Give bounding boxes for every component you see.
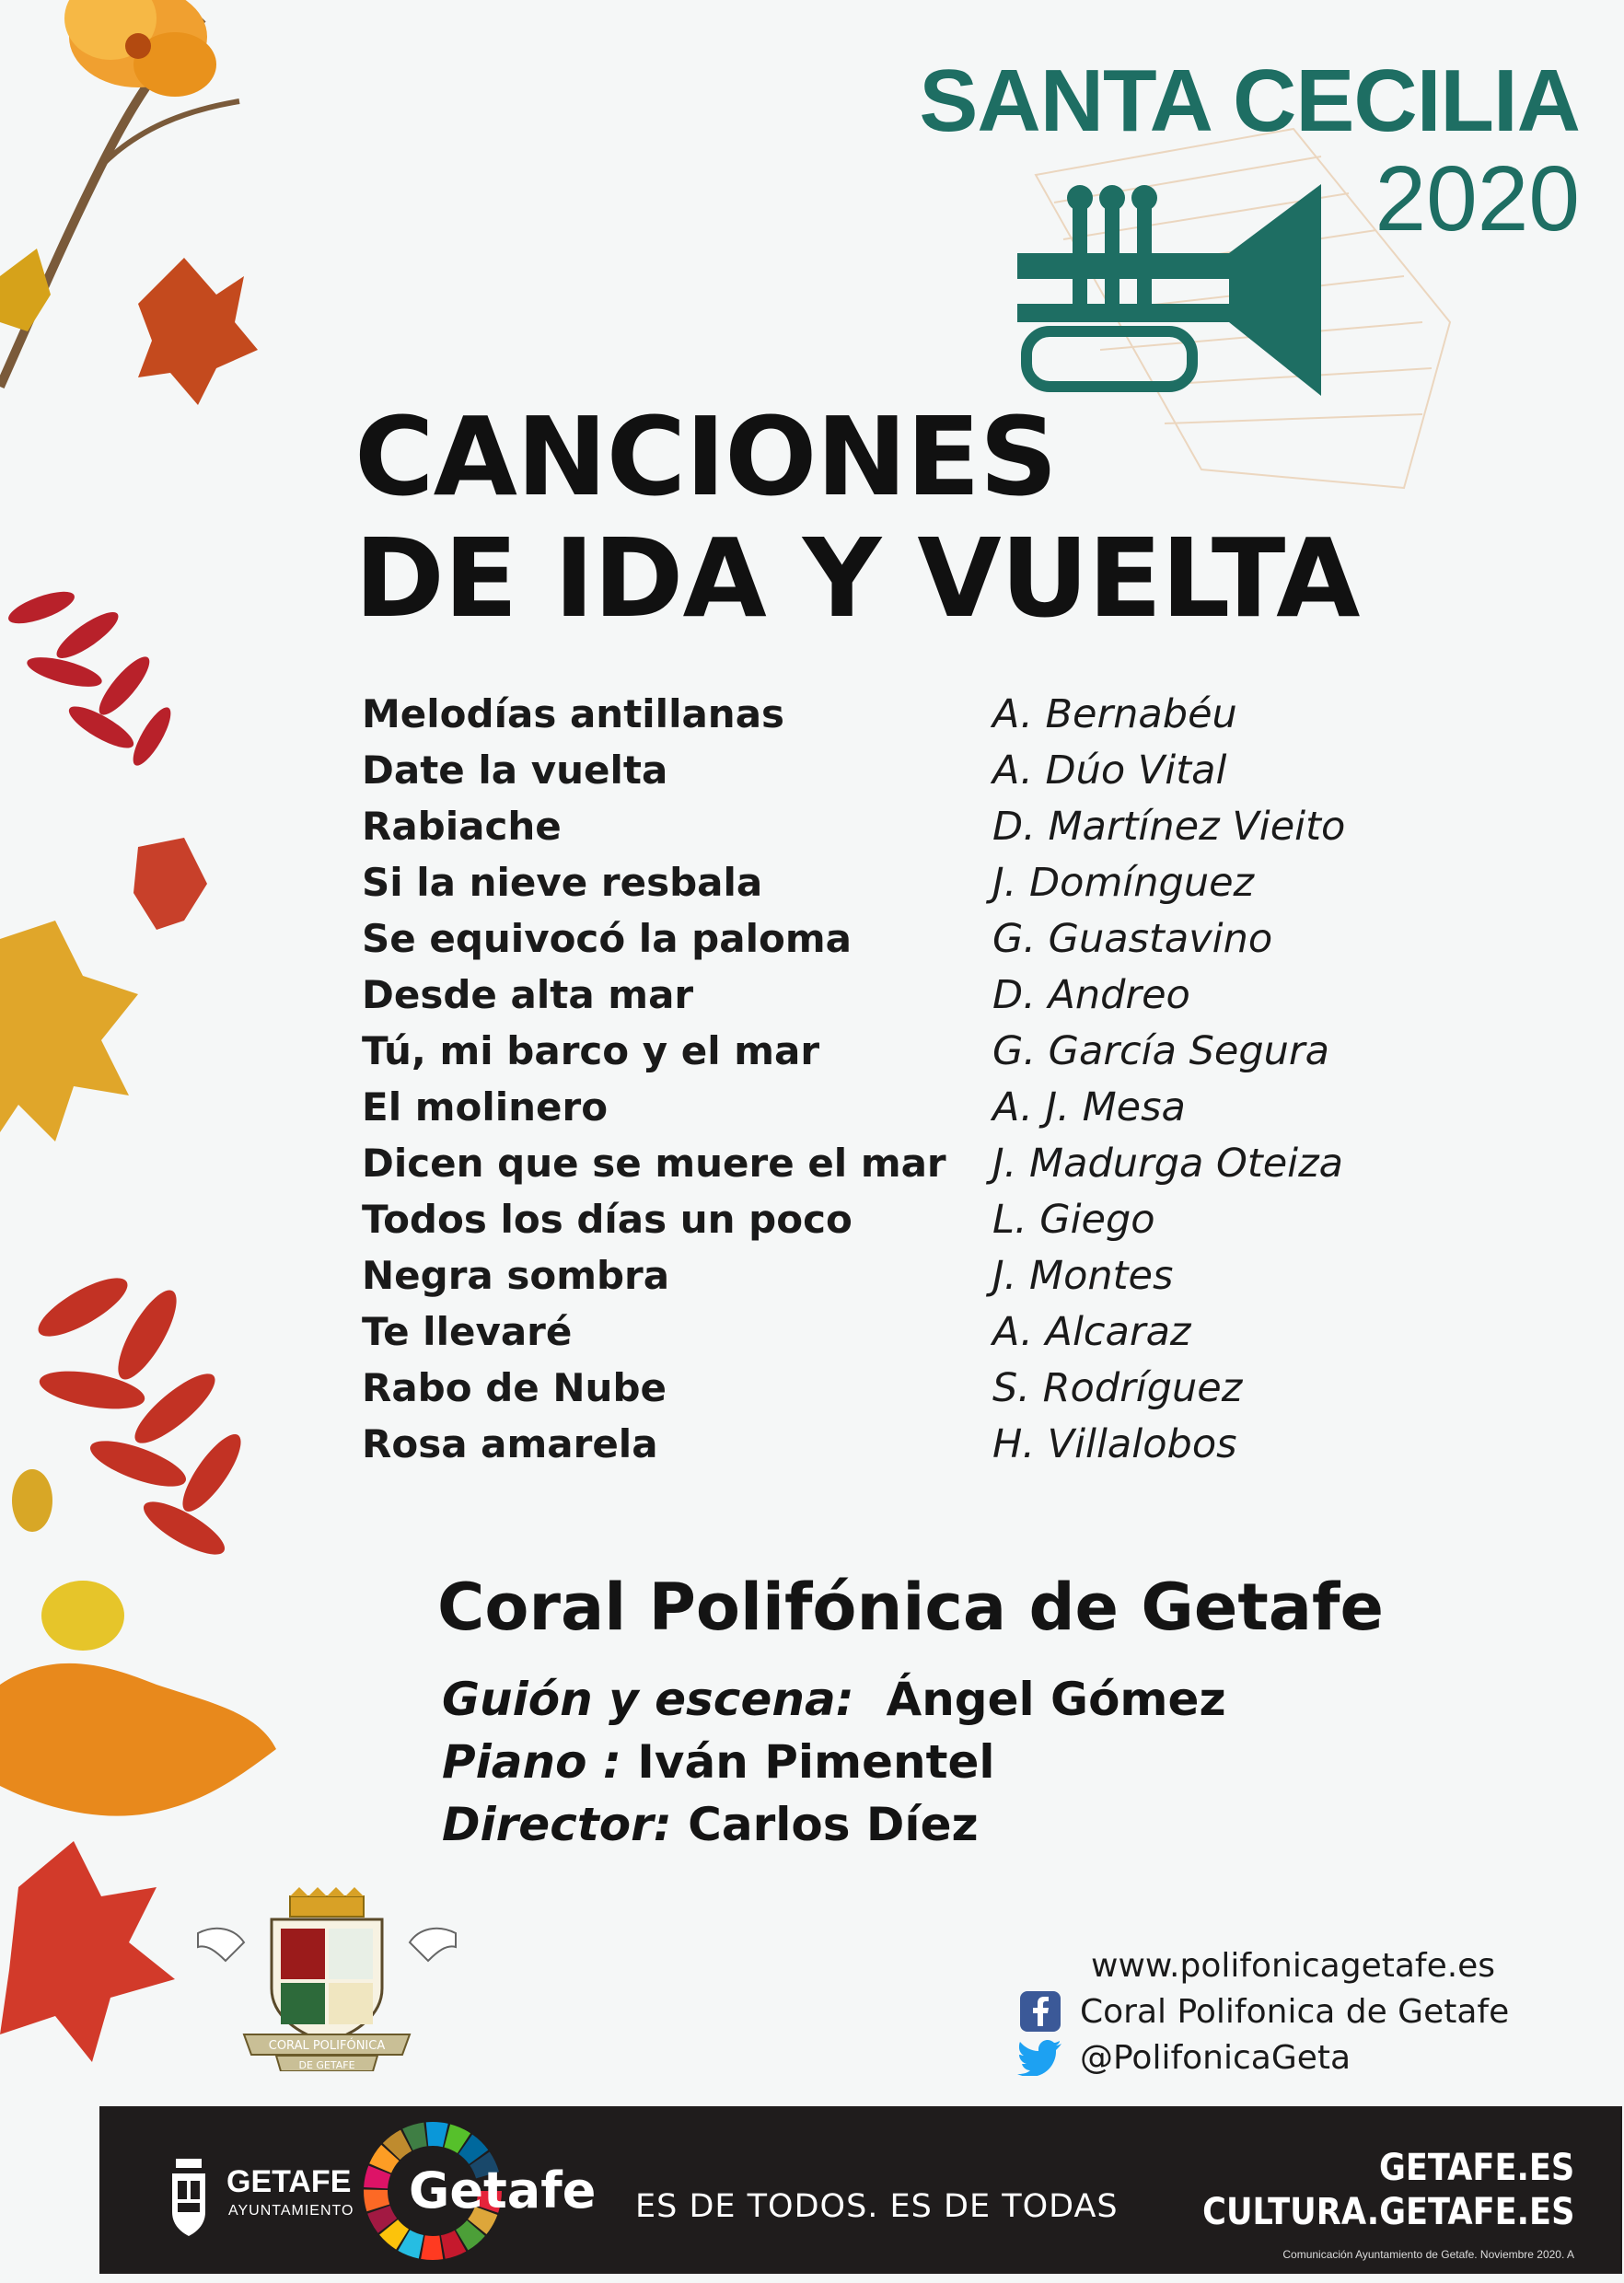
- logo-text-line1: CORAL POLIFÓNICA: [268, 2039, 386, 2053]
- credit-label: Director:: [442, 1798, 672, 1851]
- composer: G. Guastavino: [992, 915, 1273, 962]
- composer: J. Madurga Oteiza: [992, 1140, 1344, 1187]
- twitter-icon: [1017, 2037, 1063, 2078]
- city-subtitle: AYUNTAMIENTO: [228, 2203, 354, 2219]
- coral-polifonica-logo: [189, 1887, 465, 2071]
- song-title: Date la vuelta: [362, 747, 668, 793]
- facebook-icon: [1017, 1991, 1063, 2032]
- song-title: El molinero: [362, 1084, 609, 1130]
- city-name: GETAFE: [226, 2164, 352, 2199]
- list-item: [362, 1191, 1467, 1247]
- program-list: [362, 686, 1467, 1472]
- song-title: Rabiache: [362, 804, 562, 849]
- list-item: [362, 1135, 1467, 1191]
- composer: G. García Segura: [992, 1027, 1329, 1074]
- composer: H. Villalobos: [992, 1420, 1237, 1467]
- website-link[interactable]: www.polifonicagetafe.es: [1091, 1946, 1496, 1985]
- autumn-leaves-decoration: [0, 0, 331, 2099]
- list-item: [362, 854, 1467, 910]
- composer: A. Dúo Vital: [992, 747, 1227, 794]
- song-title: Desde alta mar: [362, 972, 694, 1017]
- footer-note: Comunicación Ayuntamiento de Getafe. Noviembre 2020. A: [1282, 2248, 1574, 2261]
- contact-info: [1017, 1942, 1509, 2080]
- song-title: Rosa amarela: [362, 1421, 658, 1466]
- list-item: [362, 1304, 1467, 1360]
- orange-flower-icon: [64, 0, 216, 97]
- credit-value: Ángel Gómez: [853, 1673, 1226, 1726]
- site-link-cultura[interactable]: CULTURA.GETAFE.ES: [1201, 2191, 1574, 2233]
- song-title: Todos los días un poco: [362, 1197, 853, 1242]
- list-item: [362, 686, 1467, 742]
- credit-value: Iván Pimentel: [621, 1735, 995, 1789]
- site-link-getafe[interactable]: GETAFE.ES: [1378, 2147, 1574, 2189]
- twitter-label: @PolifonicaGeta: [1080, 2038, 1351, 2077]
- facebook-label: Coral Polifonica de Getafe: [1080, 1992, 1510, 2031]
- song-title: Si la nieve resbala: [362, 860, 763, 905]
- title-line-2: DE IDA Y VUELTA: [354, 515, 1360, 642]
- list-item: [362, 1079, 1467, 1135]
- list-item: [362, 1023, 1467, 1079]
- song-title: Se equivocó la paloma: [362, 916, 852, 961]
- composer: A. Alcaraz: [992, 1308, 1191, 1355]
- city-motto: ES DE TODOS. ES DE TODAS: [635, 2188, 1119, 2225]
- credits: [442, 1668, 1226, 1856]
- credit-row: [442, 1668, 1226, 1731]
- song-title: Tú, mi barco y el mar: [362, 1028, 820, 1073]
- song-title: Melodías antillanas: [362, 691, 785, 736]
- list-item: [362, 1360, 1467, 1416]
- composer: J. Montes: [992, 1252, 1174, 1299]
- song-title: Rabo de Nube: [362, 1365, 667, 1410]
- list-item: [362, 1247, 1467, 1304]
- composer: S. Rodríguez: [992, 1364, 1243, 1411]
- logo-text-line2: DE GETAFE: [298, 2059, 355, 2071]
- credit-value: Carlos Díez: [671, 1798, 979, 1851]
- composer: A. Bernabéu: [992, 690, 1237, 737]
- list-item: [362, 798, 1467, 854]
- song-title: Te llevaré: [362, 1309, 573, 1354]
- composer: D. Andreo: [992, 971, 1190, 1018]
- credit-label: Guión y escena:: [442, 1673, 854, 1726]
- list-item: [362, 742, 1467, 798]
- list-item: [362, 910, 1467, 967]
- footer-bar: [99, 2106, 1622, 2274]
- list-item: [362, 1416, 1467, 1472]
- composer: D. Martínez Vieito: [992, 803, 1346, 850]
- credit-row: [442, 1793, 1226, 1856]
- composer: A. J. Mesa: [992, 1084, 1186, 1130]
- facebook-link[interactable]: [1017, 1988, 1509, 2034]
- twitter-link[interactable]: [1017, 2034, 1509, 2080]
- concert-title: [354, 393, 1360, 642]
- choir-name: Coral Polifónica de Getafe: [437, 1570, 1384, 1645]
- song-title: Negra sombra: [362, 1253, 670, 1298]
- getafe-brand: Getafe: [409, 2161, 597, 2219]
- event-year: 2020: [1375, 147, 1580, 250]
- credit-label: Piano :: [442, 1735, 621, 1789]
- credit-row: [442, 1731, 1226, 1793]
- city-coat-of-arms-icon: [168, 2157, 209, 2238]
- event-name: SANTA CECILIA: [919, 52, 1580, 150]
- composer: J. Domínguez: [992, 859, 1255, 906]
- song-title: Dicen que se muere el mar: [362, 1141, 946, 1186]
- list-item: [362, 967, 1467, 1023]
- title-line-1: CANCIONES: [354, 393, 1057, 520]
- composer: L. Giego: [992, 1196, 1155, 1243]
